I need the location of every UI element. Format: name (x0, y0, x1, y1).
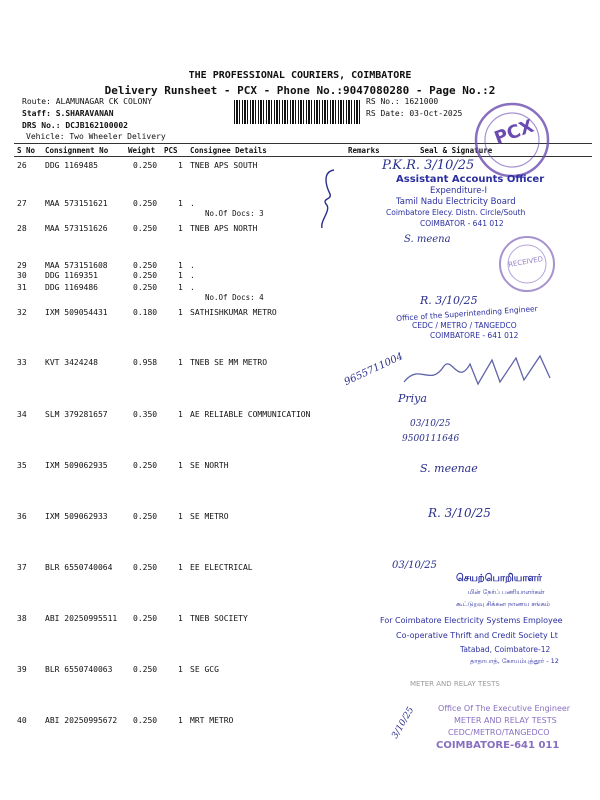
row-consignee: TNEB SOCIETY (190, 614, 248, 623)
row-pcs: 1 (178, 283, 183, 292)
row-sno: 40 (17, 716, 27, 725)
handwritten-signature: S. meena (404, 234, 451, 245)
row-weight: 0.250 (133, 614, 158, 623)
row-pcs: 1 (178, 308, 183, 317)
route-label: Route: ALAMUNAGAR CK COLONY (22, 97, 153, 106)
stamp-line: Assistant Accounts Officer (396, 174, 545, 185)
received-stamp-text: RECEIVED (507, 254, 544, 270)
rs-date: RS Date: 03-Oct-2025 (366, 109, 463, 118)
row-consignment: IXM 509062933 (45, 512, 108, 521)
row-sno: 38 (17, 614, 27, 623)
stamp-line: COIMBATORE-641 011 (436, 740, 560, 751)
row-consignee: . (190, 283, 195, 292)
row-consignment: DDG 1169486 (45, 283, 98, 292)
col-remarks: Remarks (348, 146, 380, 155)
stamp-line: Coimbatore Elecy. Distn. Circle/South (386, 208, 526, 217)
row-consignment: MAA 573151621 (45, 199, 108, 208)
handwritten-date: 03/10/25 (392, 560, 437, 571)
row-weight: 0.250 (133, 665, 158, 674)
runsheet-title: Delivery Runsheet - PCX - Phone No.:9047080280 - Page No.:2 (104, 84, 496, 97)
col-sno: S No (17, 146, 36, 155)
row-pcs: 1 (178, 271, 183, 280)
brace-scribble (312, 168, 348, 230)
col-consignee: Consignee Details (190, 146, 267, 155)
stamp-line: Tatabad, Coimbatore-12 (460, 645, 551, 654)
row-consignment: BLR 6550740064 (45, 563, 113, 572)
stamp-line: Office Of The Executive Engineer (438, 704, 571, 713)
col-pcs: PCS (164, 146, 178, 155)
stamp-line: For Coimbatore Electricity Systems Employee (380, 616, 563, 625)
row-pcs: 1 (178, 665, 183, 674)
handwritten-signature: P.K.R. 3/10/25 (382, 158, 475, 173)
row-consignment: DDG 1169351 (45, 271, 98, 280)
row-weight: 0.958 (133, 358, 158, 367)
stamp-line: Expenditure-I (430, 186, 488, 196)
row-consignee: AE RELIABLE COMMUNICATION (190, 410, 311, 419)
row-sno: 32 (17, 308, 27, 317)
row-sno: 28 (17, 224, 27, 233)
stamp-line: Office of the Superintending Engineer (395, 304, 539, 323)
stamp-line: COIMBATOR - 641 012 (420, 219, 504, 228)
row-weight: 0.250 (133, 199, 158, 208)
row-pcs: 1 (178, 224, 183, 233)
row-weight: 0.250 (133, 224, 158, 233)
signature-scribble (400, 352, 560, 392)
row-consignee: . (190, 271, 195, 280)
col-seal: Seal & Signature (420, 146, 493, 155)
barcode (234, 100, 362, 124)
row-consignment: DDG 1169485 (45, 161, 98, 170)
row-consignment: KVT 3424248 (45, 358, 98, 367)
row-pcs: 1 (178, 199, 183, 208)
staff-label: Staff: S.SHARAVANAN (22, 109, 114, 118)
row-consignment: BLR 6550740063 (45, 665, 113, 674)
row-consignee: SE METRO (190, 512, 229, 521)
row-sno: 39 (17, 665, 27, 674)
row-consignment: IXM 509062935 (45, 461, 108, 470)
row-pcs: 1 (178, 161, 183, 170)
handwritten-phone: 9655711004 (342, 351, 405, 388)
handwritten-phone: 9500111646 (402, 434, 460, 444)
row-sno: 31 (17, 283, 27, 292)
row-sno: 33 (17, 358, 27, 367)
row-sno: 34 (17, 410, 27, 419)
row-weight: 0.350 (133, 410, 158, 419)
col-consignment: Consignment No (45, 146, 109, 155)
docs-note: No.Of Docs: 4 (205, 293, 264, 302)
stamp-line: METER AND RELAY TESTS (454, 716, 557, 725)
row-sno: 35 (17, 461, 27, 470)
row-consignment: IXM 509054431 (45, 308, 108, 317)
stamp-line: செயற்பொறியாளர் (456, 573, 542, 584)
handwritten-signature: Priya (398, 392, 427, 405)
stamp-line: கூட்டுறவு சிக்கன நாணய சங்கம் (456, 600, 551, 608)
row-consignee: TNEB APS NORTH (190, 224, 258, 233)
row-consignment: ABI 20250995672 (45, 716, 118, 725)
row-consignee: MRT METRO (190, 716, 234, 725)
stamp-line: Tamil Nadu Electricity Board (396, 197, 516, 207)
stamp-line: Co-operative Thrift and Credit Society Lt (396, 631, 558, 640)
row-consignment: SLM 379281657 (45, 410, 108, 419)
stamp-line: COIMBATORE - 641 012 (430, 331, 519, 340)
row-pcs: 1 (178, 614, 183, 623)
row-sno: 30 (17, 271, 27, 280)
row-sno: 36 (17, 512, 27, 521)
row-weight: 0.250 (133, 461, 158, 470)
row-consignee: SE GCG (190, 665, 219, 674)
row-consignment: ABI 20250995511 (45, 614, 118, 623)
rs-number: RS No.: 1621000 (366, 97, 439, 106)
row-pcs: 1 (178, 261, 183, 270)
stamp-line: மின் நேர்ப் பணியாளர்கள் (468, 588, 545, 596)
row-consignee: SE NORTH (190, 461, 229, 470)
row-pcs: 1 (178, 358, 183, 367)
row-weight: 0.250 (133, 161, 158, 170)
row-consignee: SATHISHKUMAR METRO (190, 308, 277, 317)
row-pcs: 1 (178, 716, 183, 725)
row-weight: 0.250 (133, 261, 158, 270)
row-sno: 27 (17, 199, 27, 208)
row-sno: 26 (17, 161, 27, 170)
row-consignee: TNEB APS SOUTH (190, 161, 258, 170)
row-consignee: EE ELECTRICAL (190, 563, 253, 572)
col-weight: Weight (128, 146, 156, 155)
row-pcs: 1 (178, 410, 183, 419)
handwritten-date: 03/10/25 (410, 419, 451, 429)
handwritten-signature: S. meenae (420, 462, 478, 475)
row-pcs: 1 (178, 512, 183, 521)
row-weight: 0.180 (133, 308, 158, 317)
row-consignee: TNEB SE MM METRO (190, 358, 268, 367)
row-weight: 0.250 (133, 716, 158, 725)
row-consignment: MAA 573151626 (45, 224, 108, 233)
docs-note: No.Of Docs: 3 (205, 209, 264, 218)
vehicle-label: Vehicle: Two Wheeler Delivery (26, 132, 166, 141)
pcx-stamp-text: PCX (491, 115, 537, 150)
row-consignee: . (190, 261, 195, 270)
faded-stamp: METER AND RELAY TESTS (410, 680, 500, 688)
row-weight: 0.250 (133, 271, 158, 280)
row-weight: 0.250 (133, 283, 158, 292)
handwritten-signature: R. 3/10/25 (420, 294, 478, 307)
row-pcs: 1 (178, 461, 183, 470)
stamp-line: தாதாபாத், கோயம்புத்தூர் - 12 (470, 657, 559, 665)
row-weight: 0.250 (133, 512, 158, 521)
row-sno: 37 (17, 563, 27, 572)
row-weight: 0.250 (133, 563, 158, 572)
stamp-line: CEDC / METRO / TANGEDCO (412, 321, 517, 330)
drs-label: DRS No.: DCJB162100002 (22, 121, 128, 130)
row-consignment: MAA 573151608 (45, 261, 108, 270)
row-pcs: 1 (178, 563, 183, 572)
stamp-line: CEDC/METRO/TANGEDCO (448, 728, 550, 737)
row-consignee: . (190, 199, 195, 208)
handwritten-signature: R. 3/10/25 (428, 506, 491, 520)
row-sno: 29 (17, 261, 27, 270)
handwritten-date: 3/10/25 (390, 705, 417, 741)
company-title: THE PROFESSIONAL COURIERS, COIMBATORE (188, 70, 412, 81)
